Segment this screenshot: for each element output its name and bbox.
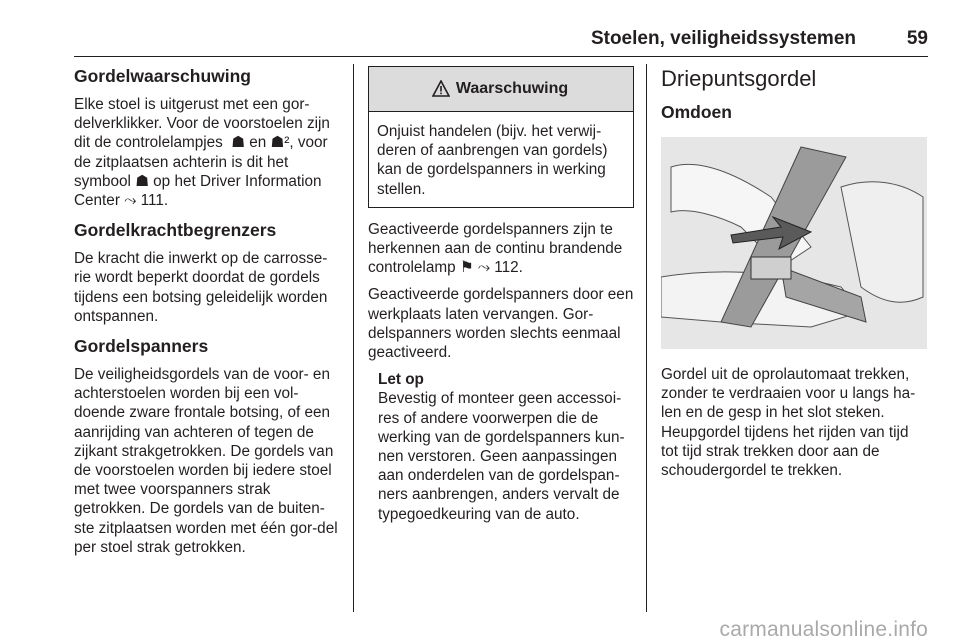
note-heading: Let op [378, 371, 424, 389]
watermark: carmanualsonline.info [719, 618, 928, 641]
column-2 [368, 66, 634, 532]
page-number: 59 [906, 28, 928, 49]
warning-header [369, 67, 633, 112]
page-title: Stoelen, veiligheidssystemen [590, 28, 856, 49]
section-heading-gordelkrachtbegrenzers: Gordelkrachtbegrenzers [74, 220, 277, 241]
subheading-omdoen: Omdoen [661, 102, 732, 122]
seatbelt-illustration [661, 137, 927, 349]
note-text: Bevestig of monteer geen accessoi-res of andere voorwerpen die de werking van de gordelspanners kun-nen verstoren. Geen aanpassingen aan onderdelen van de gordelspan-ners aanbrengen, anders vervalt de typegoedkeuring van de auto. [378, 390, 625, 523]
column-3 [661, 66, 927, 488]
column-1 [74, 66, 344, 565]
paragraph: Gordel uit de oprolautomaat trekken, zonder te verdraaien voor u langs ha-len en de gesp in het slot steken. Heupgordel tijdens het rijden van tijd tot tijd strak trekken door aan de schoudergordel te trekken. [661, 366, 916, 480]
section-heading-driepuntsgordel: Driepuntsgordel [661, 66, 817, 91]
paragraph: Elke stoel is uitgerust met een gor-delverklikker. Voor de voorstoelen zijn dit de controlelampjes ☗ en ☗², voor de zitplaatsen achterin is dit het symbool ☗ op het Driver Information Center ⤳ 111. [74, 96, 330, 210]
paragraph: De kracht die inwerkt op de carrosse-rie wordt beperkt doordat de gordels tijdens een botsing geleidelijk worden ontspannen. [74, 250, 328, 325]
paragraph: Geactiveerde gordelspanners door een werkplaats laten vervangen. Gor-delspanners worden slechts eenmaal geactiveerd. [368, 286, 634, 362]
page-header [74, 28, 928, 54]
header-rule [74, 56, 928, 57]
warning-box [368, 66, 634, 208]
column-divider-1 [353, 64, 354, 612]
warning-title: Waarschuwing [455, 80, 569, 98]
section-heading-gordelspanners: Gordelspanners [74, 336, 209, 357]
section-heading-gordelwaarschuwing: Gordelwaarschuwing [74, 66, 251, 86]
note-block [368, 370, 634, 524]
warning-text: Onjuist handelen (bijv. het verwij-deren of aanbrengen van gordels) kan de gordelspanners in werking stellen. [377, 123, 608, 198]
column-divider-2 [646, 64, 647, 612]
paragraph: Geactiveerde gordelspanners zijn te herkennen aan de continu brandende controlelamp ⚑ ⤳ 112. [368, 220, 623, 277]
paragraph: De veiligheidsgordels van de voor- en achterstoelen worden bij een vol-doende zware frontale botsing, of een aanrijding van achteren of tegen de zijkant strakgetrokken. De gordels van de voorstoelen worden bij iedere stoel met twee voorspanners strak getrokken. De gordels van de buiten-ste zitplaatsen worden met één gor-del per stoel strak getrokken. [74, 366, 338, 556]
